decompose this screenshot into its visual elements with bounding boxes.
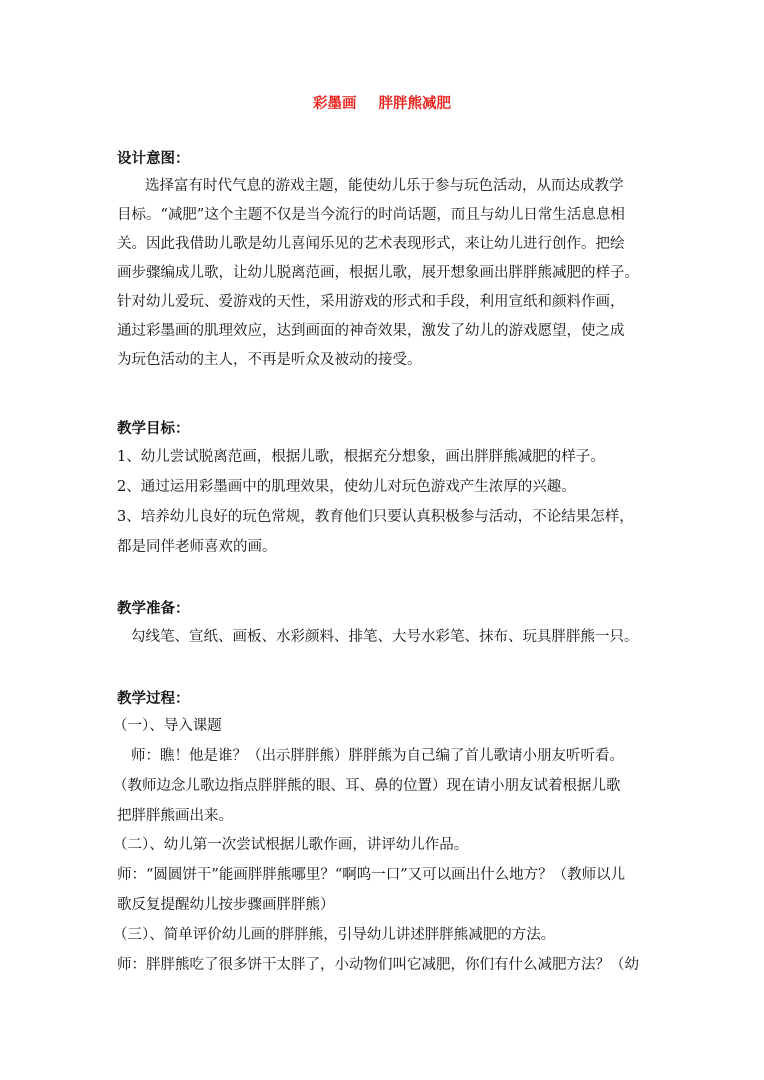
process-line: 师：“圆圆饼干”能画胖胖熊哪里？“啊呜一口”又可以画出什么地方？（教师以儿 bbox=[117, 867, 626, 883]
design-line: 画步骤编成儿歌，让幼儿脱离范画，根据儿歌，展开想象画出胖胖熊减肥的样子。 bbox=[117, 265, 639, 281]
design-line: 关。因此我借助儿歌是幼儿喜闻乐见的艺术表现形式，来让幼儿进行创作。把绘 bbox=[117, 236, 625, 252]
design-line: 选择富有时代气息的游戏主题，能使幼儿乐于参与玩色活动，从而达成教学 bbox=[145, 178, 624, 194]
design-line: 为玩色活动的主人，不再是听众及被动的接受。 bbox=[117, 352, 422, 368]
title-part-1: 彩墨画 bbox=[313, 96, 357, 112]
process-line: （一）、导入课题 bbox=[113, 718, 222, 734]
process-line: 师：瞧！他是谁？（出示胖胖熊）胖胖熊为自己编了首儿歌请小朋友听听看。 bbox=[131, 748, 624, 764]
design-paragraph bbox=[117, 172, 647, 375]
goal-item: 1、幼儿尝试脱离范画，根据儿歌，根据充分想象，画出胖胖熊减肥的样子。 bbox=[117, 449, 605, 465]
prep-heading: 教学准备： bbox=[117, 601, 190, 617]
process-line: （二）、幼儿第一次尝试根据儿歌作画，讲评幼儿作品。 bbox=[113, 837, 469, 853]
goal-item: 2、通过运用彩墨画中的肌理效果，使幼儿对玩色游戏产生浓厚的兴趣。 bbox=[117, 479, 576, 495]
goal-item: 3、培养幼儿良好的玩色常规，教育他们只要认真积极参与活动，不论结果怎样， bbox=[117, 509, 634, 525]
process-line: 师：胖胖熊吃了很多饼干太胖了，小动物们叫它减肥，你们有什么减肥方法？（幼 bbox=[117, 957, 639, 973]
process-heading: 教学过程： bbox=[117, 691, 190, 707]
design-line: 通过彩墨画的肌理效应，达到画面的神奇效果，激发了幼儿的游戏愿望，使之成 bbox=[117, 323, 625, 339]
process-line: （三）、简单评价幼儿画的胖胖熊，引导幼儿讲述胖胖熊减肥的方法。 bbox=[113, 927, 556, 943]
design-heading: 设计意图： bbox=[117, 151, 190, 167]
prep-text: 勾线笔、宣纸、画板、水彩颜料、排笔、大号水彩笔、抹布、玩具胖胖熊一只。 bbox=[131, 629, 639, 645]
goal-item: 都是同伴老师喜欢的画。 bbox=[117, 539, 277, 555]
design-line: 目标。“减肥”这个主题不仅是当今流行的时尚话题，而且与幼儿日常生活息息相 bbox=[117, 207, 625, 223]
process-line: 歌反复提醒幼儿按步骤画胖胖熊） bbox=[117, 897, 335, 913]
process-line: （教师边念儿歌边指点胖胖熊的眼、耳、鼻的位置）现在请小朋友试着根据儿歌 bbox=[113, 778, 621, 794]
process-line: 把胖胖熊画出来。 bbox=[117, 808, 233, 824]
title-part-2: 胖胖熊减肥 bbox=[378, 96, 451, 112]
document-title bbox=[0, 92, 764, 113]
goals-heading: 教学目标： bbox=[117, 421, 190, 437]
design-line: 针对幼儿爱玩、爱游戏的天性，采用游戏的形式和手段，利用宣纸和颜料作画， bbox=[117, 294, 625, 310]
